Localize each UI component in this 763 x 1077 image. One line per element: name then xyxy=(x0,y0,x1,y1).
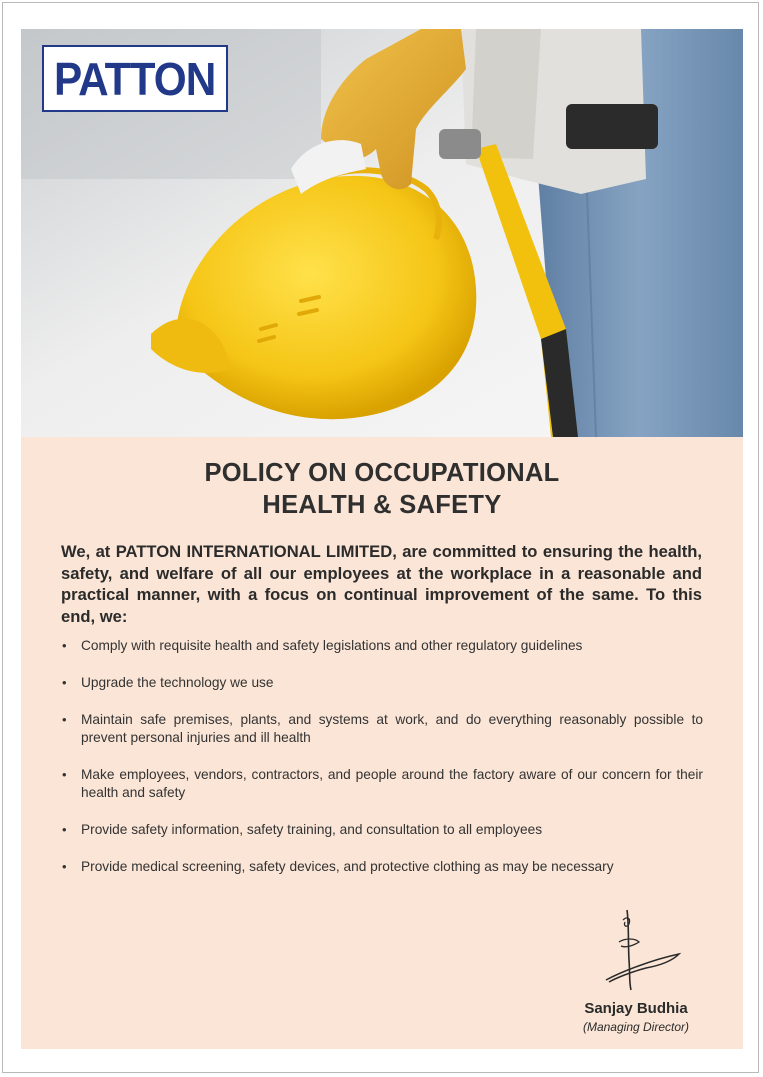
bullet-text: Upgrade the technology we use xyxy=(81,675,274,690)
bullet-text: Make employees, vendors, contractors, and people around the factory aware of our concern for their health and safety xyxy=(81,767,703,800)
list-item xyxy=(61,637,703,655)
logo-text: PATTON xyxy=(54,52,216,105)
signature-block xyxy=(561,902,711,1042)
bullet-icon: • xyxy=(62,822,67,837)
bullet-icon: • xyxy=(62,859,67,874)
bullet-text: Provide medical screening, safety devices, and protective clothing as may be necessary xyxy=(81,859,614,874)
list-item xyxy=(61,858,703,876)
policy-title-line2: HEALTH & SAFETY xyxy=(262,491,502,519)
patton-logo xyxy=(42,45,228,112)
policy-panel xyxy=(21,437,743,1049)
policy-title xyxy=(21,457,743,521)
signatory-name: Sanjay Budhia xyxy=(584,1000,688,1017)
list-item xyxy=(61,674,703,692)
list-item xyxy=(61,821,703,839)
signature-icon xyxy=(561,902,711,997)
bullet-text: Comply with requisite health and safety legislations and other regulatory guidelines xyxy=(81,638,583,653)
list-item xyxy=(61,766,703,802)
bullet-icon: • xyxy=(62,638,67,653)
policy-intro: We, at PATTON INTERNATIONAL LIMITED, are committed to ensuring the health, safety, and welfare of all our employees at the workplace in a reasonable and practical manner, with a focus on continual improvement of the same. To this end, we: xyxy=(61,542,702,626)
bullet-text: Provide safety information, safety training, and consultation to all employees xyxy=(81,822,543,837)
list-item xyxy=(61,711,703,747)
bullet-text: Maintain safe premises, plants, and systems at work, and do everything reasonably possible to prevent personal injuries and ill health xyxy=(81,712,703,745)
policy-title-line1: POLICY ON OCCUPATIONAL xyxy=(204,459,560,487)
policy-bullet-list xyxy=(61,637,703,876)
bullet-icon: • xyxy=(62,675,67,690)
bullet-icon: • xyxy=(62,767,67,782)
bullet-icon: • xyxy=(62,712,67,727)
signatory-role: (Managing Director) xyxy=(582,1020,690,1034)
